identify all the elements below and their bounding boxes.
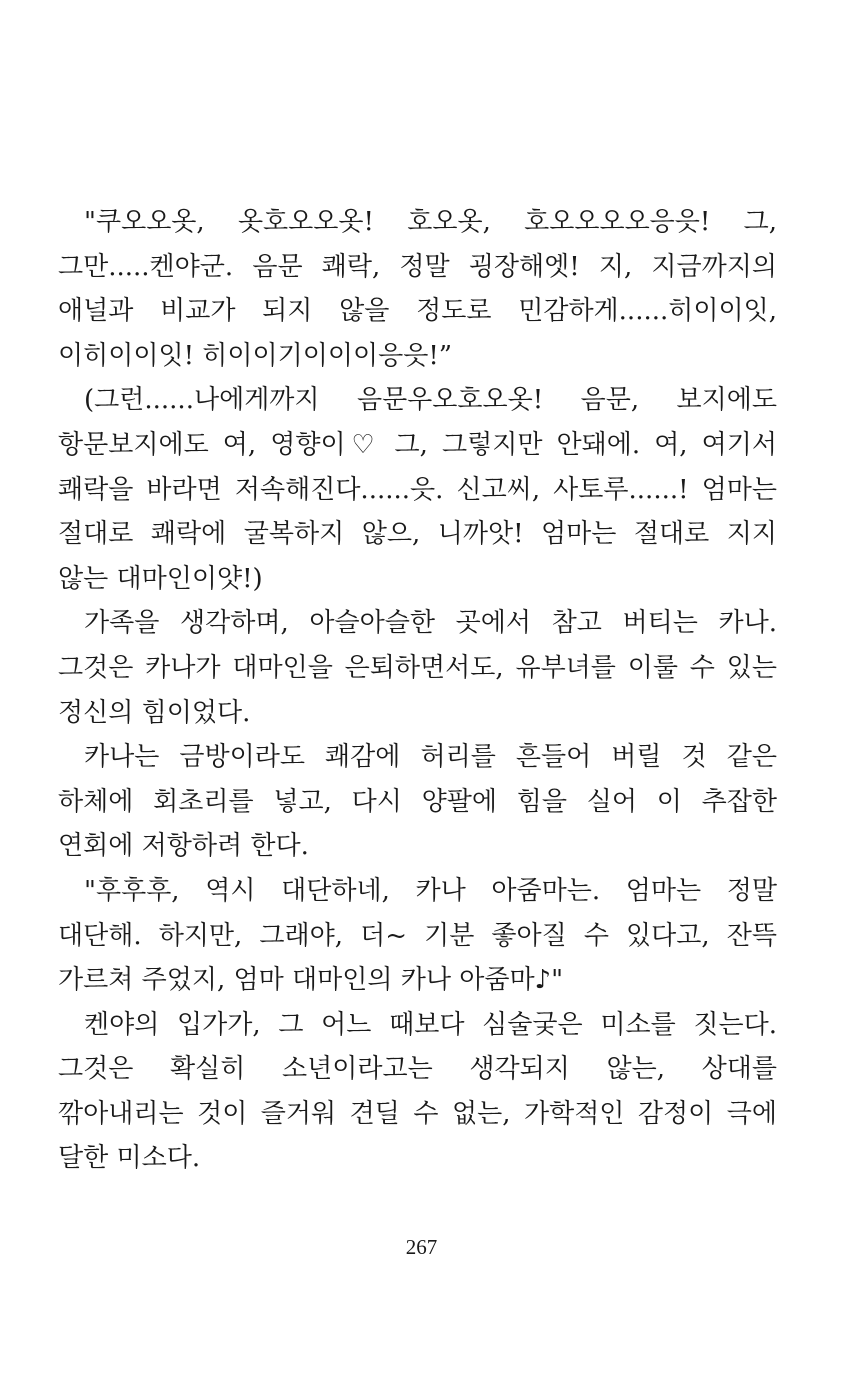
- text-line: 그만.....켄야군. 음문 쾌락, 정말 굉장해엣! 지, 지금까지의: [58, 251, 777, 282]
- text-line: 하체에 회초리를 넣고, 다시 양팔에 힘을 실어 이 추잡한: [58, 786, 777, 817]
- paragraph-5: [58, 869, 777, 1003]
- text-line: 대단해. 하지만, 그래야, 더~ 기분 좋아질 수 있다고, 잔뜩: [58, 920, 777, 951]
- text-line: 않는 대마인이얏!): [58, 563, 263, 594]
- text-line: 정신의 힘이었다.: [58, 697, 251, 728]
- text-line: 카나는 금방이라도 쾌감에 허리를 흔들어 버릴 것 같은: [84, 742, 777, 773]
- paragraph-3: [58, 601, 777, 735]
- paragraph-4: [58, 735, 777, 869]
- text-line: "쿠오오옷, 옷호오오옷! 호오옷, 호오오오오응읏! 그,: [84, 207, 777, 237]
- text-line: (그런......나에게까지 음문우오호오옷! 음문, 보지에도: [84, 385, 777, 416]
- text-line: 깎아내리는 것이 즐거워 견딜 수 없는, 가학적인 감정이 극에: [58, 1098, 777, 1129]
- text-line: 애널과 비교가 되지 않을 정도로 민감하게......히이이잇,: [58, 296, 777, 327]
- text-line: 이히이이잇! 히이이기이이이응읏!”: [58, 340, 453, 371]
- page-number: 267: [405, 1235, 438, 1259]
- text-line: 가르쳐 주었지, 엄마 대마인의 카나 아줌마♪": [58, 965, 564, 996]
- paragraph-1: [58, 200, 777, 378]
- text-line: 그것은 확실히 소년이라고는 생각되지 않는, 상대를: [58, 1054, 777, 1085]
- text-line: 절대로 쾌락에 굴복하지 않으, 니까앗! 엄마는 절대로 지지: [58, 519, 777, 550]
- text-line: 그것은 카나가 대마인을 은퇴하면서도, 유부녀를 이룰 수 있는: [58, 652, 777, 683]
- text-line: 항문보지에도 여, 영향이♡ 그, 그렇지만 안돼에. 여, 여기서: [58, 429, 777, 460]
- text-line: 켄야의 입가가, 그 어느 때보다 심술궂은 미소를 짓는다.: [84, 1009, 777, 1040]
- text-line: "후후후, 역시 대단하네, 카나 아줌마는. 엄마는 정말: [84, 875, 777, 906]
- paragraph-2: [58, 378, 777, 601]
- text-line: 연회에 저항하려 한다.: [58, 831, 309, 862]
- text-line: 가족을 생각하며, 아슬아슬한 곳에서 참고 버티는 카나.: [84, 608, 777, 639]
- text-line: 달한 미소다.: [58, 1143, 201, 1174]
- text-line: 쾌락을 바라면 저속해진다......읏. 신고씨, 사토루......! 엄마는: [58, 474, 777, 505]
- paragraph-6: [58, 1003, 777, 1181]
- body-text: [58, 200, 777, 1181]
